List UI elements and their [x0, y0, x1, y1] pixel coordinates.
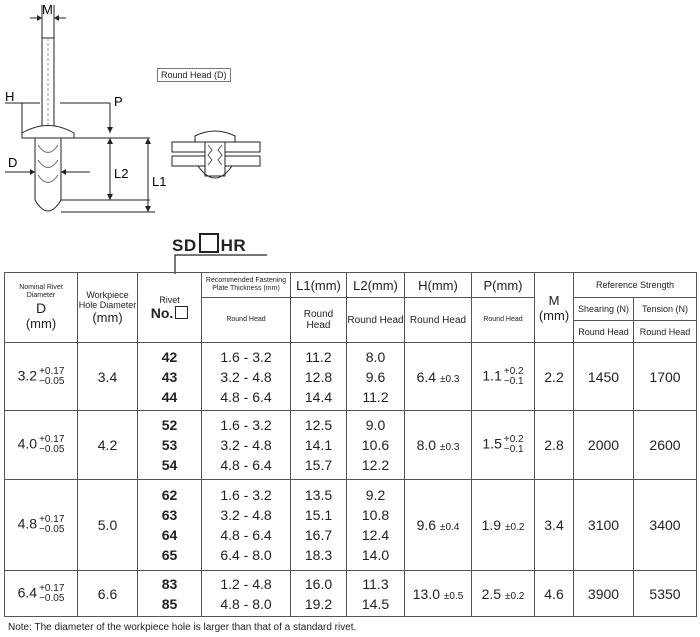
table-row-group-2: 4.0 +0.17 −0.05 4.2 52 53 54 1.6 - 3.2 3.2 - 4.8 4.8 - 6.4 12.5 14.1 15.7 9.0 10.6 12.2 8.0 ±0.3 1.5 +0.2 −0.1 2.8 2000 2600: [5, 411, 697, 480]
p-label: P: [114, 94, 123, 109]
header-hole: Workpiece Hole Diameter (mm): [78, 273, 138, 343]
header-p: P(mm): [472, 273, 535, 298]
l2-label: L2: [114, 166, 129, 181]
product-code-box: [199, 233, 219, 253]
header-l2: L2(mm): [347, 273, 405, 298]
l1-label: L1: [152, 174, 167, 189]
header-shearing: Shearing (N): [574, 298, 634, 321]
header-plate-rh: Round Head: [202, 298, 291, 343]
header-tension-rh: Round Head: [634, 321, 697, 343]
product-prefix: SD: [172, 236, 197, 255]
header-tension: Tension (N): [634, 298, 697, 321]
header-h: H(mm): [405, 273, 472, 298]
variant-label: Round Head (D): [157, 68, 231, 82]
product-suffix: HR: [220, 236, 247, 255]
table-row-group-3: 4.8 +0.17 −0.05 5.0 62 63 64 65 1.6 - 3.2 3.2 - 4.8 4.8 - 6.4 6.4 - 8.0 13.5 15.1 16.7 18.3 9.2 10.8 12.4 14.0 9.6 ±0.4 1.9 ±0.2 3.4 3100 3400: [5, 480, 697, 571]
rivet-dimension-drawing: [0, 0, 300, 230]
header-plate: Recommended Fastening Plate Thickness (mm): [202, 273, 291, 298]
header-rivet: Rivet No.: [138, 273, 202, 343]
m-label: M: [42, 2, 53, 17]
table-row-group-4: 6.4 +0.17 −0.05 6.6 83 85 1.2 - 4.8 4.8 - 8.0 16.0 19.2 11.3 14.5 13.0 ±0.5 2.5 ±0.2 4.6 3900 5350: [5, 571, 697, 617]
header-ref: Reference Strength: [574, 273, 697, 298]
header-shearing-rh: Round Head: [574, 321, 634, 343]
rivet-no-box: [175, 306, 188, 319]
header-nominal: Nominal Rivet Diameter D (mm): [5, 273, 78, 343]
header-m: M (mm): [535, 273, 574, 343]
spec-table: [4, 272, 697, 617]
header-l1: L1(mm): [291, 273, 347, 298]
header-l1-rh: Round Head: [291, 298, 347, 343]
d-label: D: [8, 155, 18, 170]
header-l2-rh: Round Head: [347, 298, 405, 343]
table-row-group-1: 3.2 +0.17 −0.05 3.4 42 43 44 1.6 - 3.2 3.2 - 4.8 4.8 - 6.4 11.2 12.8 14.4 8.0 9.6 11.2 6.4 ±0.3 1.1 +0.2 −0.1 2.2 1450 1700: [5, 343, 697, 411]
header-h-rh: Round Head: [405, 298, 472, 343]
installed-rivet-section: [172, 131, 260, 178]
header-p-rh: Round Head: [472, 298, 535, 343]
footnote: Note: The diameter of the workpiece hole is larger than that of a standard rivet.: [8, 622, 357, 633]
product-code-bracket: [172, 252, 272, 274]
h-label: H: [5, 89, 15, 104]
